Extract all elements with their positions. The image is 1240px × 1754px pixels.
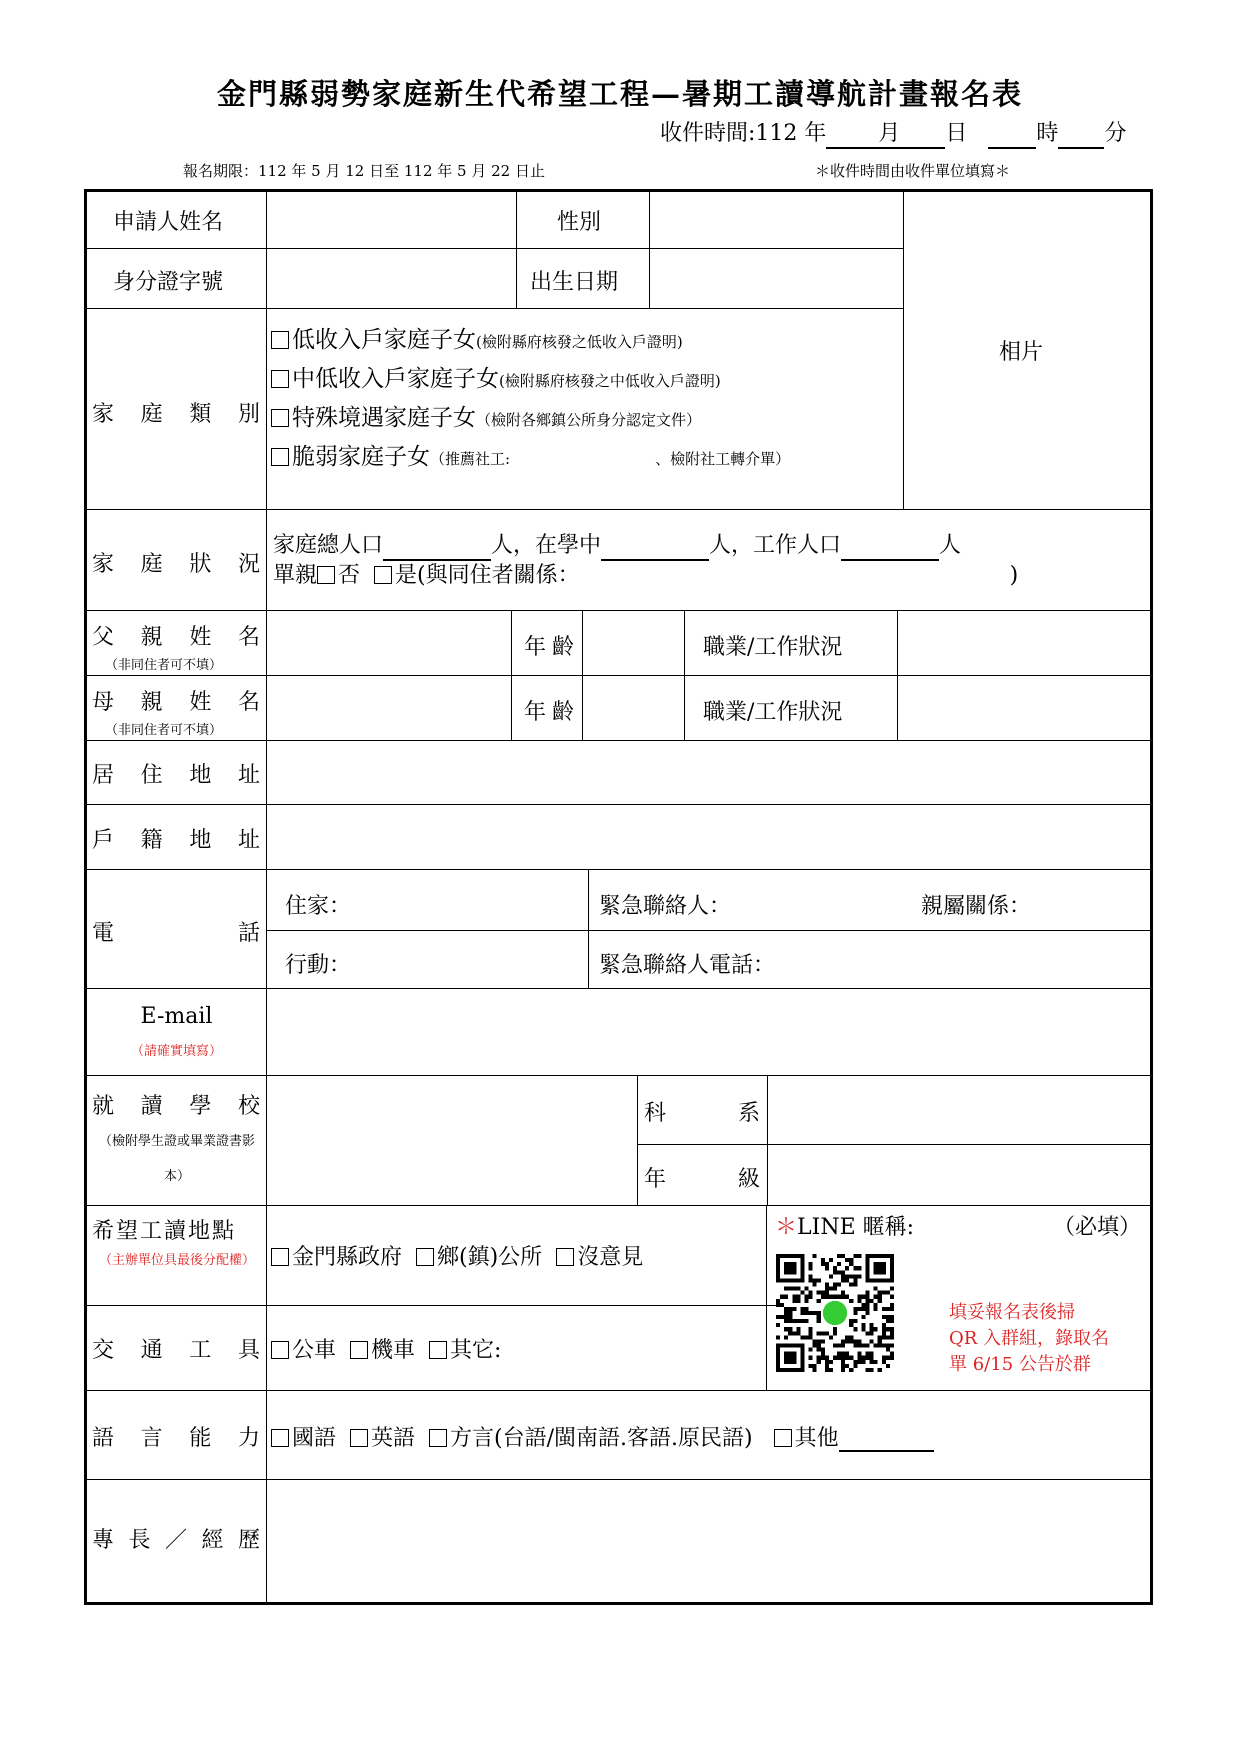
label-id: 身分證字號 bbox=[113, 270, 224, 295]
checkbox[interactable] bbox=[271, 1341, 289, 1359]
line-join-note: 填妥報名表後掃 QR 入群組，錄取名 單 6/15 公告於群 bbox=[949, 1302, 1110, 1375]
checkbox[interactable] bbox=[271, 1429, 289, 1447]
checkbox[interactable] bbox=[556, 1248, 574, 1266]
note-mother: （非同住者可不填） bbox=[105, 723, 223, 738]
checkbox[interactable] bbox=[350, 1341, 368, 1359]
checkbox[interactable] bbox=[271, 331, 289, 349]
checkbox[interactable] bbox=[416, 1248, 434, 1266]
work-place-options: 金門縣政府 鄉(鎮)公所 沒意見 bbox=[271, 1240, 643, 1271]
deadline-note: 報名期限：112 年 5 月 12 日至 112 年 5 月 22 日止 bbox=[183, 162, 545, 180]
label-language: 語 言 能 力 bbox=[92, 1426, 260, 1451]
label-transport: 交 通 工 具 bbox=[92, 1338, 260, 1363]
checkbox[interactable] bbox=[271, 370, 289, 388]
checkbox[interactable] bbox=[429, 1341, 447, 1359]
label-father: 父 親 姓 名 bbox=[92, 625, 260, 650]
label-father-occupation: 職業/工作狀況 bbox=[703, 635, 843, 660]
checkbox[interactable] bbox=[774, 1429, 792, 1447]
checkbox[interactable] bbox=[429, 1429, 447, 1447]
label-family-status: 家 庭 狀 況 bbox=[92, 552, 260, 577]
label-birth: 出生日期 bbox=[530, 270, 619, 295]
photo-area: 相片 bbox=[999, 340, 1044, 365]
transport-options: 公車 機車 其它: bbox=[271, 1333, 501, 1364]
label-father-age: 年齡 bbox=[524, 635, 581, 660]
label-department: 科 系 bbox=[644, 1101, 760, 1126]
checkbox-single-no[interactable] bbox=[317, 566, 335, 584]
label-registered: 戶 籍 地 址 bbox=[92, 828, 260, 853]
checkbox[interactable] bbox=[271, 409, 289, 427]
label-emergency-phone: 緊急聯絡人電話： bbox=[599, 953, 776, 978]
label-mother: 母 親 姓 名 bbox=[92, 690, 260, 715]
label-school: 就 讀 學 校 bbox=[92, 1094, 260, 1119]
note-school: （檢附學生證或畢業證書影本） bbox=[98, 1134, 255, 1184]
checkbox-single-yes[interactable] bbox=[374, 566, 392, 584]
note-work-place: （主辦單位具最後分配權） bbox=[98, 1253, 255, 1268]
family-status-fields: 家庭總人口 人，在學中 人，工作人口 人 單親 否 是(與同住者關係： ) bbox=[273, 533, 1019, 588]
label-name: 申請人姓名 bbox=[113, 210, 224, 235]
label-email: E-mail bbox=[140, 1004, 213, 1029]
label-family-type: 家 庭 類 別 bbox=[92, 402, 260, 427]
label-work-place: 希望工讀地點 bbox=[92, 1219, 237, 1244]
label-mobile: 行動： bbox=[285, 953, 352, 978]
line-nickname-label: ＊LINE 暱稱: bbox=[775, 1215, 915, 1240]
note-email: （請確實填寫） bbox=[130, 1044, 222, 1059]
label-mother-occupation: 職業/工作狀況 bbox=[703, 700, 843, 725]
label-home-phone: 住家： bbox=[285, 894, 352, 919]
note-father: （非同住者可不填） bbox=[105, 658, 223, 673]
label-skills: 專 長 ／ 經 歷 bbox=[92, 1528, 260, 1553]
label-emergency-contact: 緊急聯絡人： bbox=[599, 894, 732, 919]
label-mother-age: 年齡 bbox=[524, 700, 581, 725]
label-gender: 性別 bbox=[557, 210, 602, 235]
receipt-note: ＊收件時間由收件單位填寫＊ bbox=[815, 162, 1011, 180]
option-low-income[interactable]: 低收入戶家庭子女(檢附縣府核發之低收入戶證明) bbox=[271, 322, 790, 361]
language-options: 國語 英語 方言(台語/閩南語.客語.原民語) 其他 bbox=[271, 1421, 934, 1452]
checkbox[interactable] bbox=[271, 448, 289, 466]
application-form bbox=[84, 189, 1153, 1605]
label-phone: 電 話 bbox=[92, 921, 260, 946]
label-residence: 居 住 地 址 bbox=[92, 763, 260, 788]
checkbox[interactable] bbox=[271, 1248, 289, 1266]
option-mid-low-income[interactable]: 中低收入戶家庭子女(檢附縣府核發之中低收入戶證明) bbox=[271, 361, 790, 400]
checkbox[interactable] bbox=[350, 1429, 368, 1447]
family-type-options bbox=[271, 322, 790, 478]
option-special-circumstance[interactable]: 特殊境遇家庭子女（檢附各鄉鎮公所身分認定文件） bbox=[271, 400, 790, 439]
line-qr-code-icon bbox=[776, 1254, 894, 1372]
option-vulnerable[interactable]: 脆弱家庭子女（推薦社工: 、檢附社工轉介單） bbox=[271, 439, 790, 478]
receipt-time: 收件時間:112 年 月 日 時 分 bbox=[660, 116, 1126, 149]
page-title: 金門縣弱勢家庭新生代希望工程—暑期工讀導航計畫報名表 bbox=[216, 77, 1023, 111]
label-grade: 年 級 bbox=[644, 1167, 760, 1192]
label-relation: 親屬關係： bbox=[921, 894, 1032, 919]
line-required: （必填） bbox=[1053, 1215, 1142, 1240]
